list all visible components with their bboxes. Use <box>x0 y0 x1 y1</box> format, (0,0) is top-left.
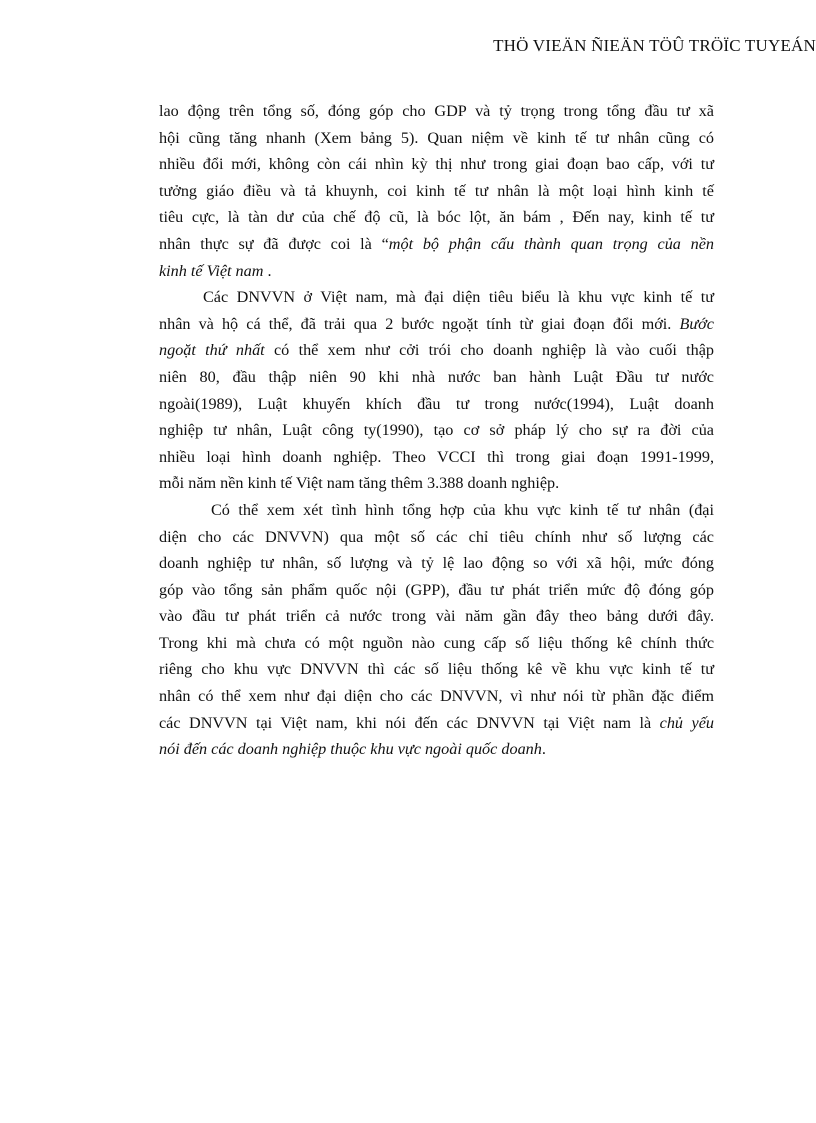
quote-italic: một bộ phận cấu thành quan trọng của nền <box>388 234 714 253</box>
paragraph-1 <box>159 98 714 284</box>
paragraph-line: doanh nghiệp tư nhân, số lượng và tỷ lệ lao động so với xã hội, mức đóng <box>159 554 714 573</box>
paragraph-line: tưởng giáo điều và tả khuynh, coi kinh tế tư nhân là một loại hình kinh tế <box>159 181 714 200</box>
text-run: . <box>541 740 546 759</box>
paragraph-line: góp vào tổng sản phẩm quốc nội (GPP), đầu tư phát triển mức độ đóng góp <box>159 580 714 599</box>
emphasis-italic: nói đến các doanh nghiệp thuộc khu vực ngoài quốc doanh <box>159 740 542 759</box>
paragraph-line <box>159 231 714 258</box>
paragraph-line <box>159 258 714 285</box>
paragraph-line: nghiệp tư nhân, Luật công ty(1990), tạo cơ sở pháp lý cho sự ra đời của <box>159 421 714 440</box>
paragraph-line: nhân có thể xem như đại diện cho các DNVVN, vì như nói từ phần đặc điểm <box>159 687 714 706</box>
document-body <box>159 98 714 763</box>
paragraph-line <box>159 710 714 737</box>
paragraph-line: hội cũng tăng nhanh (Xem bảng 5). Quan niệm về kinh tế tư nhân cũng có <box>159 128 714 147</box>
paragraph-line: diện cho các DNVVN) qua một số các chỉ tiêu chính như số lượng các <box>159 527 714 546</box>
paragraph-line: Trong khi mà chưa có một nguồn nào cung cấp số liệu thống kê chính thức <box>159 633 714 652</box>
paragraph-line: vào đầu tư phát triển cả nước trong vài năm gần đây theo bảng dưới đây. <box>159 607 714 626</box>
paragraph-line: niên 80, đầu thập niên 90 khi nhà nước ban hành Luật Đầu tư nước <box>159 367 714 386</box>
paragraph-line: nhiều loại hình doanh nghiệp. Theo VCCI thì trong giai đoạn 1991-1999, <box>159 447 714 466</box>
paragraph-line <box>159 311 714 338</box>
paragraph-line: lao động trên tổng số, đóng góp cho GDP và tỷ trọng trong tổng đầu tư xã <box>159 102 714 120</box>
page-header: THÖ VIEÄN ÑIEÄN TÖÛ TRÖÏC TUYEÁN <box>493 36 816 55</box>
paragraph-line: tiêu cực, là tàn dư của chế độ cũ, là bóc lột, ăn bám , Đến nay, kinh tế tư <box>159 208 714 227</box>
text-run: có thể xem như cởi trói cho doanh nghiệp là vào cuối thập <box>264 341 715 360</box>
emphasis-italic: Bước <box>679 314 714 333</box>
text-run: các DNVVN tại Việt nam, khi nói đến các DNVVN tại Việt nam là <box>159 713 660 732</box>
text-run: nhân thực sự đã được coi là “ <box>159 234 389 253</box>
paragraph-3 <box>159 497 714 763</box>
quote-italic: kinh tế Việt nam <box>159 261 264 280</box>
paragraph-line: ngoài(1989), Luật khuyến khích đầu tư trong nước(1994), Luật doanh <box>159 394 714 413</box>
paragraph-2 <box>159 284 714 497</box>
emphasis-italic: ngoặt thứ nhất <box>159 341 265 360</box>
paragraph-line: riêng cho khu vực DNVVN thì các số liệu thống kê về khu vực kinh tế tư <box>159 660 714 679</box>
paragraph-line <box>159 337 714 364</box>
paragraph-line: mỗi năm nền kinh tế Việt nam tăng thêm 3.388 doanh nghiệp. <box>159 474 560 493</box>
paragraph-line: Có thể xem xét tình hình tổng hợp của khu vực kinh tế tư nhân (đại <box>211 500 714 519</box>
paragraph-line <box>159 736 714 763</box>
text-run: nhân và hộ cá thể, đã trải qua 2 bước ngoặt tính từ giai đoạn đổi mới. <box>159 314 680 333</box>
paragraph-line: Các DNVVN ở Việt nam, mà đại diện tiêu biểu là khu vực kinh tế tư <box>203 288 714 307</box>
text-run: . <box>263 261 272 280</box>
paragraph-line: nhiều đổi mới, không còn cái nhìn kỳ thị như trong giai đoạn bao cấp, với tư <box>159 155 714 174</box>
emphasis-italic: chủ yếu <box>659 713 714 732</box>
